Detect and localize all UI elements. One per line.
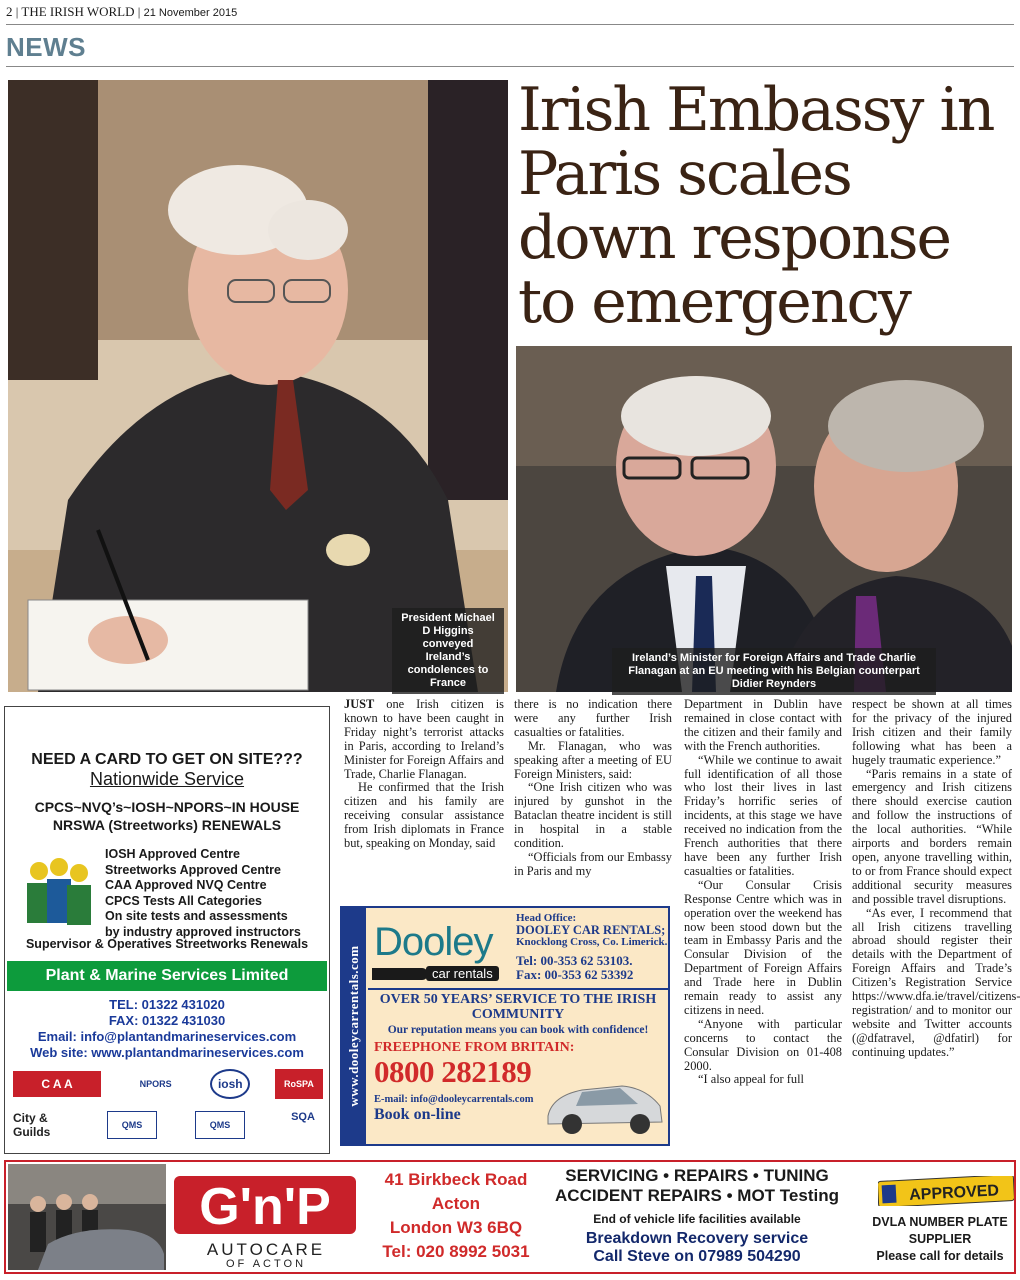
logo-swoosh (372, 968, 428, 980)
paragraph: “While we continue to await full identification of all those who lost their lives in last Friday’s horrific series of incidents, at this stage we have received no indication from the French authorities that there have been any further Irish casualties or fatalities. (684, 752, 842, 878)
gnp-services (552, 1166, 842, 1266)
gnp-address (366, 1168, 546, 1264)
photo-ministers-meeting (516, 346, 1012, 692)
ad-dooley-phones (516, 954, 633, 982)
sqa-logo: SQA (291, 1111, 315, 1123)
article-column-2 (514, 698, 672, 879)
dooley-freephone-label: FREEPHONE FROM BRITAIN: (374, 1040, 575, 1055)
dvla-line-2: SUPPLIER (908, 1232, 972, 1246)
ad-card-line2: NRSWA (Streetworks) RENEWALS (52, 817, 282, 833)
dooley-logo: Dooley (374, 920, 493, 964)
list-item: CAA Approved NVQ Centre (105, 878, 267, 892)
dvla-supplier (862, 1214, 1016, 1265)
dooley-fax: Fax: 00-353 62 53392 (516, 967, 634, 982)
ad-card-headline: NEED A CARD TO GET ON SITE??? (31, 751, 303, 768)
company-address: Knocklong Cross, Co. Limerick. (516, 936, 668, 948)
paragraph: “One Irish citizen who was injured by gunshot in the Bataclan theatre incident is still in hospital in a stable condition. (514, 780, 672, 851)
ad-dooley-side (342, 908, 366, 1144)
paragraph: there is no indication there were any further Irish casualties or fatalities. (514, 697, 672, 739)
dooley-reputation: Our reputation means you can book with confidence! (387, 1024, 649, 1036)
paragraph: “Paris remains in a state of emergency and Irish citizens there should exercise caution and follow the instructions of the local authorities. “While airports and borders remain open, anyone travelling within, to or from France should expect additional security measures and possible travel disruptions. (852, 766, 1012, 906)
paragraph: Department in Dublin have remained in close contact with the citizen and their family and with the French authorities. (684, 697, 842, 753)
paragraph-text: one Irish citizen is known to have been caught in Friday night’s terrorist attacks in Paris, according to Ireland’s Minister for Foreign Affairs and Trade, Charlie Flanagan. (344, 697, 504, 781)
page-number: 2 (6, 4, 13, 19)
section-label: NEWS (6, 32, 86, 62)
approved-badge (878, 1176, 1014, 1206)
ad-card-line1: CPCS~NVQ’s~IOSH~NPORS~IN HOUSE (34, 799, 300, 815)
ad-card-web[interactable]: Web site: www.plantandmarineservices.com (30, 1045, 304, 1060)
qms-logo-2: QMS (195, 1111, 245, 1139)
article-headline: Irish Embassy in Paris scales down response to emergency (518, 75, 994, 337)
ad-card-fax: FAX: 01322 431030 (108, 1013, 226, 1028)
address-line: London W3 6BQ (389, 1218, 523, 1237)
city-guilds-logo: City & Guilds (13, 1111, 51, 1139)
lead-word: JUST (344, 697, 375, 711)
paragraph: “Anyone with particular concerns to contact the Consular Division on 01-408 2000. (684, 1016, 842, 1073)
npors-logo: NPORS (139, 1079, 172, 1089)
paper-name: THE IRISH WORLD (21, 4, 135, 19)
head-office-label: Head Office: (516, 912, 577, 924)
paragraph: He confirmed that the Irish citizen and his family are receiving consular assistance from Irish diplomats in France but, speaking on Monday, said (344, 780, 504, 851)
paragraph: Mr. Flanagan, who was speaking after a meeting of EU Foreign Ministers, said: (514, 738, 672, 781)
gnp-autocare: AUTOCARE (206, 1240, 326, 1259)
gnp-logo (172, 1170, 358, 1240)
ad-card-logos-top (13, 1069, 323, 1099)
gnp-tel[interactable]: Tel: 020 8992 5031 (382, 1242, 530, 1261)
photo2-caption: Ireland’s Minister for Foreign Affairs and Trade Charlie Flanagan at an EU meeting with his Belgian counterpart Didier Reynders (612, 648, 936, 695)
breakdown-recovery: Breakdown Recovery service (585, 1230, 809, 1247)
ad-dooley-car-rentals[interactable] (340, 906, 670, 1146)
car-icon (542, 1066, 666, 1138)
article-column-1 (344, 698, 504, 851)
dooley-sublogo: car rentals (426, 966, 499, 981)
dooley-email[interactable]: E-mail: info@dooleycarrentals.com (374, 1094, 534, 1105)
approved-text: APPROVED (908, 1182, 1000, 1204)
masthead-rule (6, 24, 1014, 25)
workers-icon (19, 855, 99, 931)
rospa-logo: RoSPA (275, 1069, 323, 1099)
ad-card-list (105, 847, 301, 940)
list-item: IOSH Approved Centre (105, 847, 240, 861)
paragraph: “Our Consular Crisis Response Centre which was in operation over the weekend has now been stood down but the team in Embassy Paris and the Consular Division of the Department of Foreign Affairs and Trade here in Dublin remain ready to assist any citizens in need. (684, 877, 842, 1017)
services-line-1: SERVICING • REPAIRS • TUNING (565, 1166, 829, 1185)
address-line: 41 Birkbeck Road (384, 1170, 528, 1189)
call-steve[interactable]: Call Steve on 07989 504290 (593, 1248, 801, 1265)
ad-card-tel[interactable]: TEL: 01322 431020 (109, 997, 225, 1012)
photo-president-signing (8, 80, 508, 692)
paragraph: “As ever, I recommend that all Irish citizens travelling abroad should register their details with the Department of Foreign Affairs and Trade’s Citizen’s Registration Service https://www.dfa.ie/travel/citizens-registration/ and to monitor our website and Twitter accounts (@dfatravel, @dfatirl) for continuing updates.” (852, 905, 1020, 1059)
services-line-2: ACCIDENT REPAIRS • MOT Testing (555, 1186, 839, 1205)
section-rule (6, 66, 1014, 67)
dooley-freephone-number[interactable]: 0800 282189 (374, 1054, 532, 1089)
end-of-life: End of vehicle life facilities available (593, 1212, 801, 1226)
list-item: Streetworks Approved Centre (105, 862, 281, 877)
ad-dooley-website[interactable]: www.dooleycarrentals.com (346, 945, 361, 1107)
ad-card-company: Plant & Marine Services Limited (7, 961, 327, 991)
list-item: On site tests and assessments (105, 909, 288, 923)
list-item: by industry approved instructors (105, 924, 301, 939)
ad-gnp-autocare[interactable] (4, 1160, 1016, 1274)
paragraph: “I also appeal for full (698, 1072, 804, 1087)
ad-card-logos-bottom (13, 1111, 323, 1139)
gnp-of-acton: OF ACTON (225, 1258, 307, 1270)
dvla-line-3: Please call for details (876, 1249, 1004, 1263)
iosh-logo: iosh (210, 1069, 250, 1099)
qms-logo-1: QMS (107, 1111, 157, 1139)
ad-card-subhead: Nationwide Service (89, 769, 245, 789)
garage-photo (8, 1164, 166, 1270)
paragraph: “Officials from our Embassy in Paris and my (514, 849, 672, 878)
photo1-caption: President Michael D Higgins conveyed Ireland’s condolences to France (392, 608, 504, 694)
caa-logo: C A A (13, 1071, 101, 1097)
page-folio: 2 | THE IRISH WORLD | 21 November 2015 (6, 4, 238, 19)
issue-date: 21 November 2015 (143, 7, 238, 19)
company-name: DOOLEY CAR RENTALS; (516, 923, 666, 937)
dvla-line-1: DVLA NUMBER PLATE (872, 1215, 1008, 1229)
ad-card-email[interactable]: Email: info@plantandmarineservices.com (37, 1029, 297, 1044)
dooley-years: OVER 50 YEARS’ SERVICE TO THE IRISH COMMUNITY (368, 988, 668, 1022)
paragraph: respect be shown at all times for the privacy of the injured Irish citizen and their family following what has been a hugely traumatic experience.” (852, 697, 1012, 767)
address-line: Acton (431, 1194, 481, 1213)
list-item: CPCS Tests All Categories (105, 893, 262, 908)
dooley-tel[interactable]: Tel: 00-353 62 53103. (516, 953, 633, 968)
dooley-book-online[interactable]: Book on-line (374, 1106, 461, 1123)
ad-dooley-head-office (516, 912, 667, 948)
article-column-4 (852, 697, 1020, 1060)
ad-site-card[interactable] (4, 706, 330, 1154)
article-column-3 (684, 698, 842, 1087)
paragraph (344, 698, 504, 781)
ad-card-line3: Supervisor & Operatives Streetworks Renewals (25, 937, 309, 951)
gnp-logo-text: G'n'P (199, 1178, 331, 1236)
